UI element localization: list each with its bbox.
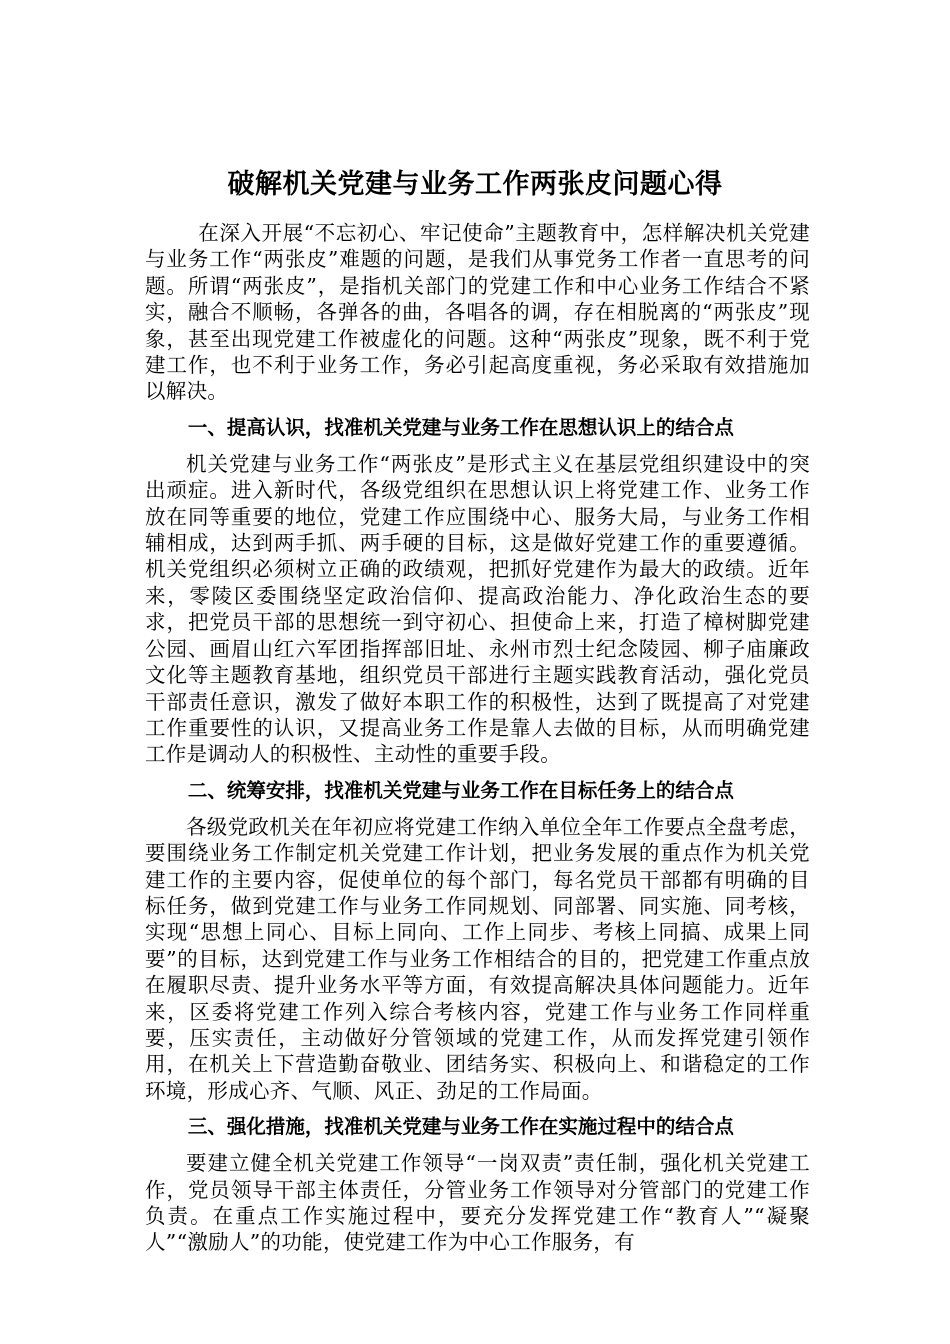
intro-paragraph: 在深入开展“不忘初心、牢记使命”主题教育中，怎样解决机关党建与业务工作“两张皮”难题的问题，是我们从事党务工作者一直思考的问题。所谓“两张皮”，是指机关部门的党建工作和中心业务工作结合不紧实，融合不顺畅，各弹各的曲，各唱各的调，存在相脱离的“两张皮”现象，甚至出现党建工作被虚化的问题。这种“两张皮”现象，既不利于党建工作，也不利于业务工作，务必引起高度重视，务必采取有效措施加以解决。	[145, 221, 810, 404]
section-heading-2: 二、统筹安排，找准机关党建与业务工作在目标任务上的结合点	[187, 778, 734, 802]
section-heading-3: 三、强化措施，找准机关党建与业务工作在实施过程中的结合点	[187, 1115, 734, 1139]
section-paragraph-1: 机关党建与业务工作“两张皮”是形式主义在基层党组织建设中的突出顽症。进入新时代，各级党组织在思想认识上将党建工作、业务工作放在同等重要的地位，党建工作应围绕中心、服务大局，与业务工作相辅相成，达到两手抓、两手硬的目标，这是做好党建工作的重要遵循。机关党组织必须树立正确的政绩观，把抓好党建作为最大的政绩。近年来，零陵区委围绕坚定政治信仰、提高政治能力、净化政治生态的要求，把党员干部的思想统一到守初心、担使命上来，打造了樟树脚党建公园、画眉山红六军团指挥部旧址、永州市烈士纪念陵园、柳子庙廉政文化等主题教育基地，组织党员干部进行主题实践教育活动，强化党员干部责任意识，激发了做好本职工作的积极性，达到了既提高了对党建工作重要性的认识，又提高业务工作是靠人去做的目标，从而明确党建工作是调动人的积极性、主动性的重要手段。	[145, 451, 810, 767]
document-body	[145, 220, 810, 1256]
section-paragraph-2: 各级党政机关在年初应将党建工作纳入单位全年工作要点全盘考虑，要围绕业务工作制定机关党建工作计划，把业务发展的重点作为机关党建工作的主要内容，促使单位的每个部门，每名党员干部都有明确的目标任务，做到党建工作与业务工作同规划、同部署、同实施、同考核，实现“思想上同心、目标上同向、工作上同步、考核上同搞、成果上同要”的目标，达到党建工作与业务工作相结合的目的，把党建工作重点放在履职尽责、提升业务水平等方面，有效提高解决具体问题能力。近年来，区委将党建工作列入综合考核内容，党建工作与业务工作同样重要，压实责任，主动做好分管领域的党建工作，从而发挥党建引领作用，在机关上下营造勤奋敬业、团结务实、积极向上、和谐稳定的工作环境，形成心齐、气顺、风正、劲足的工作局面。	[145, 814, 810, 1103]
document-title: 破解机关党建与业务工作两张皮问题心得	[227, 169, 723, 200]
section-paragraph-3: 要建立健全机关党建工作领导“一岗双责”责任制，强化机关党建工作，党员领导干部主体责任，分管业务工作领导对分管部门的党建工作负责。在重点工作实施过程中，要充分发挥党建工作“教育人”“凝聚人”“激励人”的功能，使党建工作为中心工作服务，有	[145, 1151, 810, 1255]
section-heading-1: 一、提高认识，找准机关党建与业务工作在思想认识上的结合点	[187, 415, 734, 439]
